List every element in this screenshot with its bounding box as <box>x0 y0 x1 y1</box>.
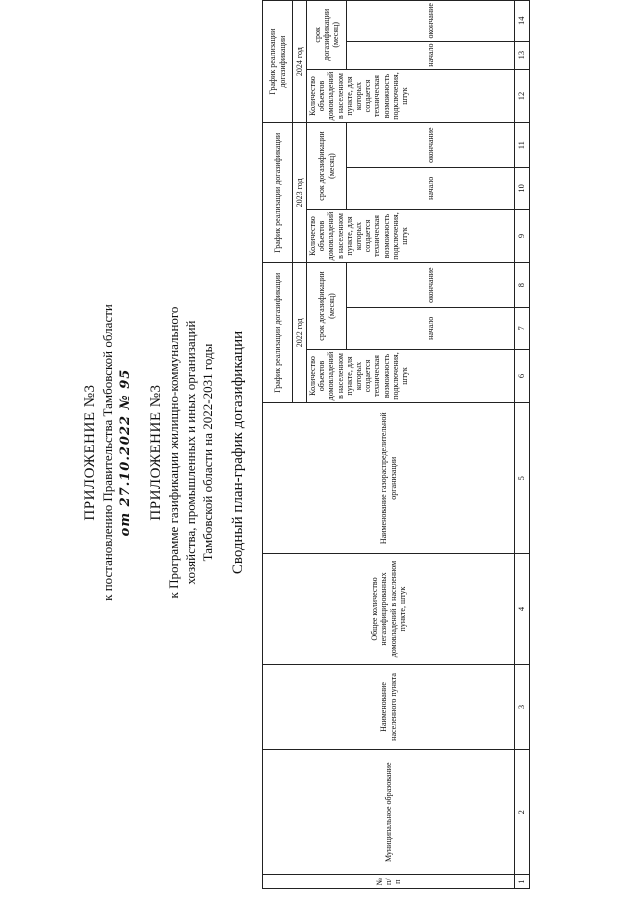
document-title: Сводный план-график догазификации <box>230 330 246 575</box>
header-term-2022: срок догазификации (месяц) <box>307 263 347 349</box>
header-col-total: Общее количество негазифицированных домовладений в населенном пункте, штук <box>263 554 515 665</box>
header-term-2024: срок догазификации (месяц) <box>307 1 347 70</box>
header-schedule-2022: График реализации догазификации <box>263 263 293 403</box>
header-term-2023: срок догазификации (месяц) <box>307 123 347 209</box>
header-col-municipality: Муниципальное образование <box>263 750 515 875</box>
header-year-2022: 2022 год <box>293 263 307 403</box>
column-number: 6 <box>515 349 530 403</box>
program-line-1: к Программе газификации жилищно-коммунального <box>166 306 181 599</box>
column-number: 9 <box>515 209 530 263</box>
resolution-reference: к постановлению Правительства Тамбовской области <box>100 304 115 601</box>
header-start-2022: начало <box>347 307 515 349</box>
header-count-2024: Количество объектов домовладений в населенном пункте, для которых создается техническая возможность подключения, штук <box>307 69 515 123</box>
header-end-2022: окончание <box>347 263 515 308</box>
header-count-2023: Количество объектов домовладений в населенном пункте, для которых создается техническая возможность подключения, штук <box>307 209 515 263</box>
column-number: 11 <box>515 123 530 168</box>
header-schedule-2024: График реализации догазификации <box>263 1 293 123</box>
program-line-2: хозяйства, промышленных и иных организаций <box>183 320 198 585</box>
program-line-3: Тамбовской области на 2022-2031 годы <box>200 343 215 562</box>
header-col-settlement: Наименование населенного пункта <box>263 664 515 749</box>
header-count-2022: Количество объектов домовладений в населенном пункте, для которых создается техническая возможность подключения, штук <box>307 349 515 403</box>
header-schedule-2023: График реализации догазификации <box>263 123 293 263</box>
column-number: 5 <box>515 403 530 554</box>
column-number: 14 <box>515 1 530 42</box>
column-number: 4 <box>515 554 530 665</box>
appendix-title: ПРИЛОЖЕНИЕ №3 <box>82 384 98 521</box>
column-number: 7 <box>515 307 530 349</box>
header-col-no: № п/п <box>263 875 515 889</box>
header-year-2023: 2023 год <box>293 123 307 263</box>
column-number: 2 <box>515 750 530 875</box>
header-start-2024: начало <box>347 41 515 69</box>
column-number: 8 <box>515 263 530 308</box>
header-col-org: Наименование газораспределительной организации <box>263 403 515 554</box>
resolution-date-number: от 27.10.2022 № 95 <box>118 368 133 537</box>
column-number: 12 <box>515 69 530 123</box>
column-number: 10 <box>515 168 530 210</box>
column-number: 1 <box>515 875 530 889</box>
column-number: 13 <box>515 41 530 69</box>
header-end-2023: окончание <box>347 123 515 168</box>
column-number-row <box>515 1 530 889</box>
header-year-2024: 2024 год <box>293 1 307 123</box>
header-start-2023: начало <box>347 168 515 210</box>
column-number: 3 <box>515 664 530 749</box>
schedule-table <box>262 0 530 889</box>
header-end-2024: окончание <box>347 1 515 42</box>
program-appendix-title: ПРИЛОЖЕНИЕ №3 <box>148 384 164 521</box>
